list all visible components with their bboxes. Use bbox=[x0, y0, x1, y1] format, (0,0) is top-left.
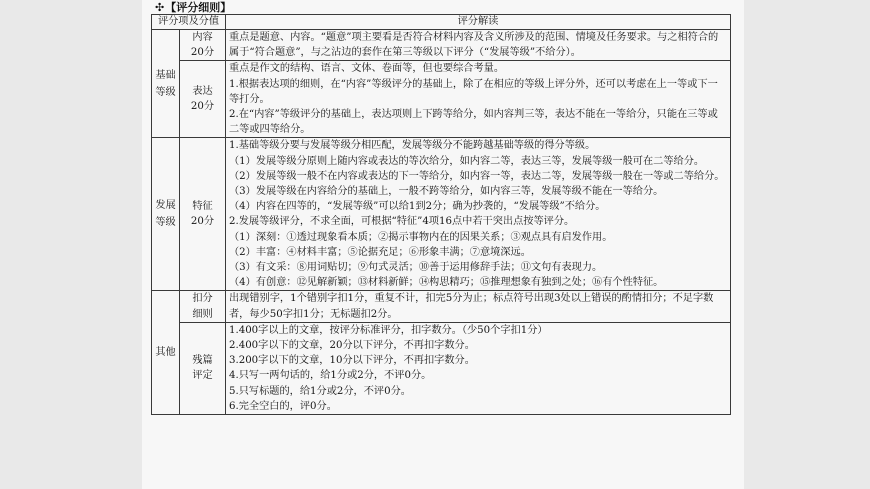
rubric-table bbox=[151, 14, 731, 415]
detail-expression: 重点是作文的结构、语言、文体、卷面等，但也要综合考量。 1.根据表达项的细则，在“内容”等级评分的基础上，除了在相应的等级上评分外，还可以考虑在上一等或下一等打分。 2.在“内容”等级评分的基础上，表达项则上下跨等给分，如内容判三等，表达不能在一等给分，只能在三等或二等或四等给分。 bbox=[226, 61, 731, 138]
label-deduction: 扣分 细则 bbox=[180, 291, 226, 322]
category-basic: 基础 等级 bbox=[152, 30, 180, 138]
row-deduction bbox=[152, 291, 731, 322]
pinwheel-icon: ✣ bbox=[155, 0, 164, 14]
category-other: 其他 bbox=[152, 291, 180, 415]
row-content bbox=[152, 30, 731, 61]
label-feature: 特征 20分 bbox=[180, 138, 226, 291]
category-development: 发展 等级 bbox=[152, 138, 180, 291]
row-development bbox=[152, 138, 731, 291]
section-title: 【评分细则】 bbox=[165, 1, 232, 14]
label-expression: 表达 20分 bbox=[180, 61, 226, 138]
label-content: 内容 20分 bbox=[180, 30, 226, 61]
detail-content: 重点是题意、内容。“题意”项主要看是否符合材料内容及含义所涉及的范围、情境及任务要求。与之相符合的属于“符合题意”，与之沾边的套作在第三等级以下评分（“发展等级”不给分）。 bbox=[226, 30, 731, 61]
detail-deduction: 出现错别字，1个错别字扣1分，重复不计，扣完5分为止；标点符号出现3处以上错误的酌情扣分；不足字数者，每少50字扣1分；无标题扣2分。 bbox=[226, 291, 731, 322]
row-incomplete bbox=[152, 322, 731, 414]
right-margin bbox=[744, 0, 870, 489]
section-heading bbox=[155, 0, 231, 14]
header-item: 评分项及分值 bbox=[152, 15, 226, 30]
header-row bbox=[152, 15, 731, 30]
left-margin bbox=[0, 0, 142, 489]
detail-incomplete: 1.400字以上的文章，按评分标准评分，扣字数分。（少50个字扣1分） 2.400字以下的文章，20分以下评分，不再扣字数分。 3.200字以下的文章，10分以下评分，不再扣字数分。 4.只写一两句话的，给1分或2分，不评0分。 5.只写标题的，给1分或2分，不评0分。 6.完全空白的，评0分。 bbox=[226, 322, 731, 414]
header-detail: 评分解读 bbox=[226, 15, 731, 30]
detail-development: 1.基础等级分要与发展等级分相匹配，发展等级分不能跨越基础等级的得分等级。 （1）发展等级分原则上随内容或表达的等次给分，如内容二等，表达三等，发展等级一般可在二等给分。 （2）发展等级一般不在内容或表达的下一等给分，如内容一等，表达二等，发展等级一般在一等或二等给分。 （3）发展等级在内容给分的基础上，一般不跨等给分，如内容三等，发展等级不能在一等给分。 （4）内容在四等的，“发展等级”可以给1到2分；确为抄袭的，“发展等级”不给分。 2.发展等级评分，不求全面，可根据“特征”4项16点中若干突出点按等评分。 （1）深刻：①透过现象看本质；②揭示事物内在的因果关系；③观点具有启发作用。 （2）丰富：④材料丰富；⑤论据充足；⑥形象丰满；⑦意境深远。 （3）有文采：⑧用词贴切；⑨句式灵活；⑩善于运用修辞手法；⑪文句有表现力。 （4）有创意：⑫见解新颖；⑬材料新鲜；⑭构思精巧；⑮推理想象有独到之处；⑯有个性特征。 bbox=[226, 138, 731, 291]
label-incomplete: 残篇 评定 bbox=[180, 322, 226, 414]
row-expression bbox=[152, 61, 731, 138]
